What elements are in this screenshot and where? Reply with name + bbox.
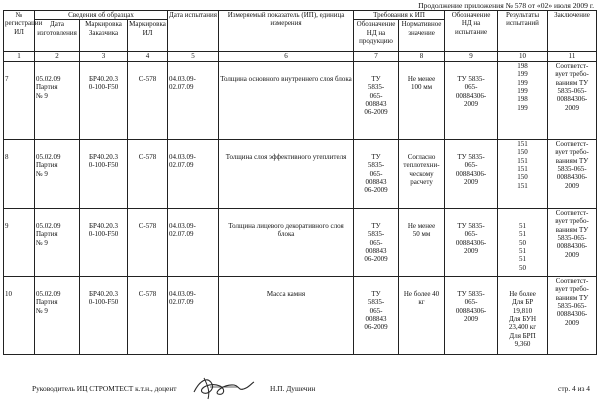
mark-customer: БР40.20.3 0-100-F50 [88,221,119,239]
results: 51 51 50 51 51 50 [519,221,527,272]
col-number: 5 [168,52,219,61]
col-number: 9 [445,52,498,61]
norm-value: Согласно теплотехни- ческому расчету [403,152,440,187]
mark-lab: С-578 [138,289,157,298]
col-number: 3 [80,52,128,61]
signer-name: Н.П. Душечин [270,384,316,393]
reg-number: 7 [5,74,9,83]
mark-lab: С-578 [138,74,157,83]
col-head-conclusion: Заключение [548,11,597,52]
col-head-requirements-group: Требования к ИП [354,11,445,20]
indicator: Толщина слоя эффективного утеплителя [225,152,347,161]
mark-customer: БР40.20.3 0-100-F50 [88,289,119,307]
test-date: 04.03.09- 02.07.09 [169,152,196,170]
conclusion: Соответст- вует требо- ваниям ТУ 5835-065- 00884306- 2009 [555,208,589,259]
nd-test: ТУ 5835- 065- 00884306- 2009 [455,289,487,324]
nd-test: ТУ 5835- 065- 00884306- 2009 [455,74,487,109]
test-date: 04.03.09- 02.07.09 [169,74,196,92]
signature-icon [190,374,256,400]
signer-label: Руководитель ИЦ СТРОМТЕСТ к.т.н., доцент [32,384,177,393]
col-number: 7 [354,52,399,61]
nd-test: ТУ 5835- 065- 00884306- 2009 [455,152,487,187]
col-head-norm-value: Нормативное значение [399,20,445,52]
col-head-nd-test: Обозначение НД на испытание [445,11,498,52]
appendix-header-note: Продолжение приложения № 578 от «02» июля 2009 г. [418,1,594,10]
nd-product: ТУ 5835- 065- 008843 06-2009 [364,289,388,332]
results: 198 199 199 199 198 199 [517,61,528,112]
norm-value: Не более 40 кг [403,289,440,307]
date-made: 05.02.09 Партия № 9 [36,152,61,178]
norm-value: Не менее 100 мм [407,74,436,92]
date-made: 05.02.09 Партия № 9 [36,74,61,100]
col-number: 10 [498,52,548,61]
indicator: Толщина основного внутреннего слоя блока [220,74,352,83]
conclusion: Соответст- вует требо- ваниям ТУ 5835-065- 00884306- 2009 [555,139,589,190]
indicator: Толщина лицевого декоративного слоя блока [228,221,344,239]
conclusion: Соответст- вует требо- ваниям ТУ 5835-065- 00884306- 2009 [555,276,589,327]
mark-customer: БР40.20.3 0-100-F50 [88,152,119,170]
table-row [4,61,597,139]
reg-number: 9 [5,221,9,230]
nd-product: ТУ 5835- 065- 008843 06-2009 [364,152,388,195]
norm-value: Не менее 50 мм [407,221,436,239]
col-head-reg-no: № регистрации ИЛ [4,11,35,52]
col-head-mark-lab: Маркировка ИЛ [128,20,168,52]
col-head-date-made: Дата изготовления [35,20,80,52]
table-row [4,276,597,354]
reg-number: 10 [5,289,12,298]
col-head-nd-product: Обозначение НД на продукцию [354,20,399,52]
mark-lab: С-578 [138,221,157,230]
nd-test: ТУ 5835- 065- 00884306- 2009 [455,221,487,256]
col-number: 6 [219,52,354,61]
test-date: 04.03.09- 02.07.09 [169,289,196,307]
col-number: 11 [548,52,597,61]
conclusion: Соответст- вует требо- ваниям ТУ 5835-065- 00884306- 2009 [555,61,589,112]
col-head-samples-group: Сведения об образцах [35,11,168,20]
table-row [4,139,597,208]
results: 151 150 151 151 150 151 [517,139,528,190]
col-number: 8 [399,52,445,61]
date-made: 05.02.09 Партия № 9 [36,221,61,247]
table-row [4,208,597,276]
mark-customer: БР40.20.3 0-100-F50 [88,74,119,92]
col-head-results: Результаты испытаний [498,11,548,52]
date-made: 05.02.09 Партия № 9 [36,289,61,315]
reg-number: 8 [5,152,9,161]
test-results-table [3,10,597,355]
signature-footer [0,374,600,402]
indicator: Масса камня [266,289,306,298]
col-head-test-date: Дата испытания [168,11,219,52]
mark-lab: С-578 [138,152,157,161]
results: Не более Для БР 19,810 Для БУН 23,400 кг Для БРП 9,360 [508,289,537,349]
nd-product: ТУ 5835- 065- 008843 06-2009 [364,221,388,264]
test-date: 04.03.09- 02.07.09 [169,221,196,239]
col-number: 1 [4,52,35,61]
col-head-indicator: Измеряемый показатель (ИП), единица измерения [219,11,354,52]
page-number: стр. 4 из 4 [558,384,590,393]
col-number: 2 [35,52,80,61]
nd-product: ТУ 5835- 065- 008843 06-2009 [364,74,388,117]
col-head-mark-customer: Маркировка Заказчика [80,20,128,52]
col-number: 4 [128,52,168,61]
